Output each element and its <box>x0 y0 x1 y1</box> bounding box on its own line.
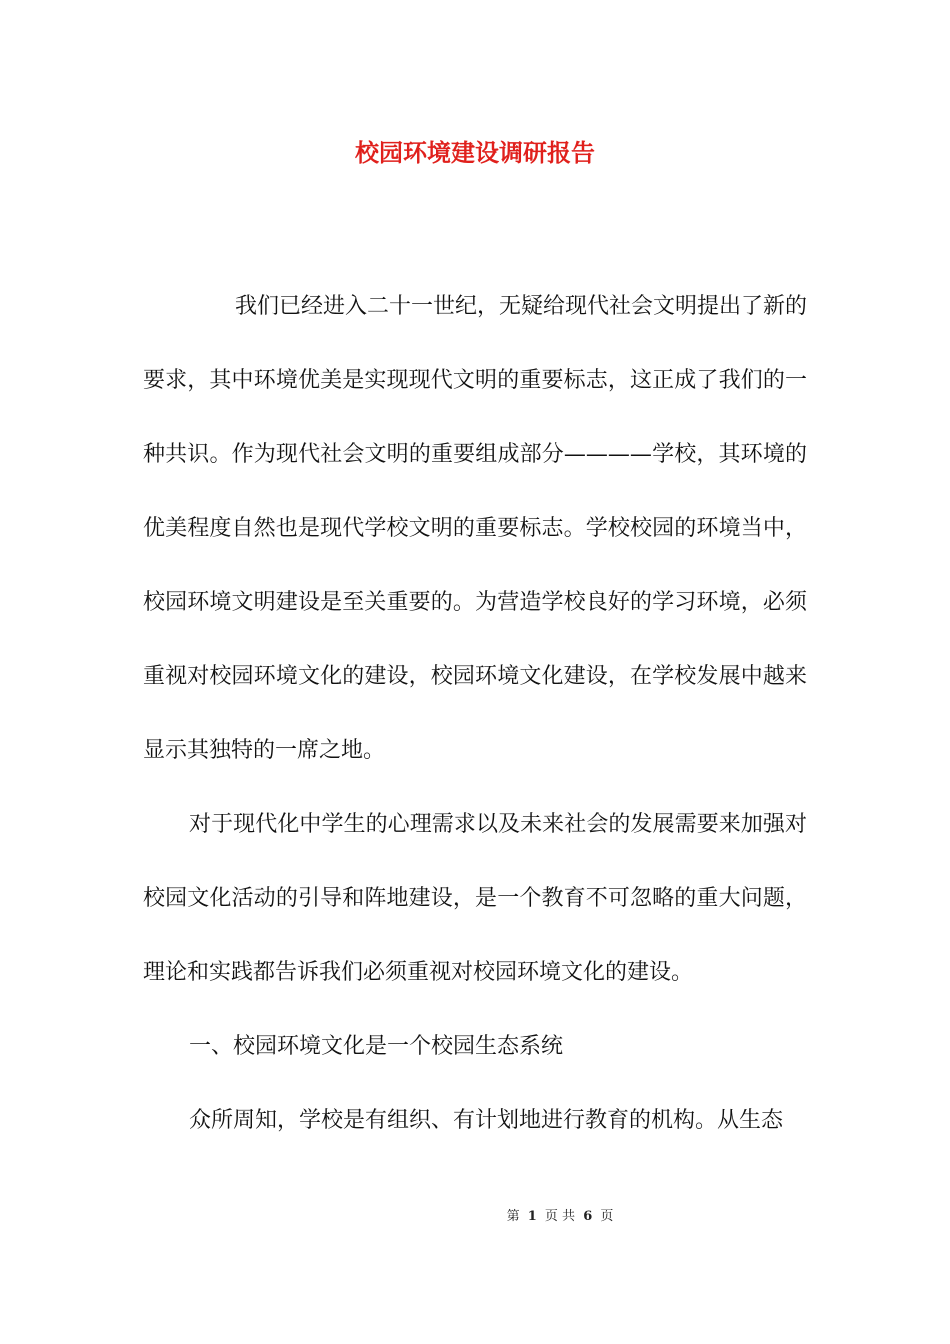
footer-page-prefix: 第 <box>506 1209 520 1224</box>
paragraph-intro: 我们已经进入二十一世纪，无疑给现代社会文明提出了新的要求，其中环境优美是实现现代文明的重要标志，这正成了我们的一种共识。作为现代社会文明的重要组成部分————学校，其环境的优美程度自然也是现代学校文明的重要标志。学校校园的环境当中，校园环境文明建设是至关重要的。为营造学校良好的学习环境，必须重视对校园环境文化的建设，校园环境文化建设，在学校发展中越来显示其独特的一席之地。 <box>143 294 808 763</box>
footer-page-suffix: 页 <box>600 1209 614 1224</box>
footer-page-middle: 页 共 <box>544 1209 576 1224</box>
paragraph-second: 对于现代化中学生的心理需求以及未来社会的发展需要来加强对校园文化活动的引导和阵地建设，是一个教育不可忽略的重大问题，理论和实践都告诉我们必须重视对校园环境文化的建设。 <box>143 812 807 985</box>
document-body <box>143 270 807 1158</box>
document-title: 校园环境建设调研报告 <box>355 138 595 167</box>
footer-page-number: 1 <box>527 1209 537 1224</box>
footer-page-total: 6 <box>583 1209 593 1224</box>
section-heading: 一、校园环境文化是一个校园生态系统 <box>189 1034 564 1059</box>
page-footer <box>0 1208 950 1226</box>
paragraph-section-start: 众所周知，学校是有组织、有计划地进行教育的机构。从生态 <box>189 1108 784 1133</box>
